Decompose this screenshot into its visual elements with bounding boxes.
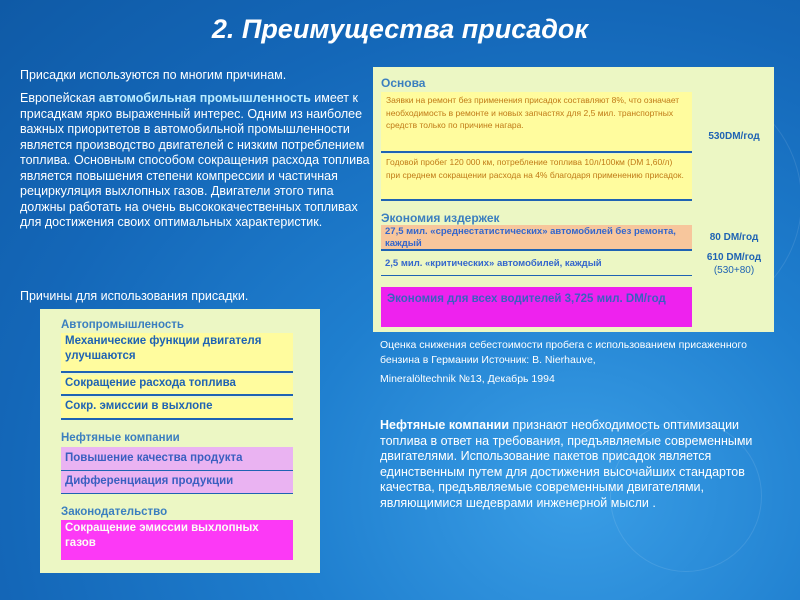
savings-row-1: 27,5 мил. «среднестатистических» автомобилей без ремонта, каждый xyxy=(381,225,692,251)
legislation-label: Законодательство xyxy=(61,506,168,518)
oil-companies-label: Нефтяные компании xyxy=(61,432,180,444)
basis-value: 530DM/год xyxy=(708,131,760,142)
industry-paragraph: Европейская автомобильная промышленность имеет к присадкам ярко выраженный интерес. Одним из наиболее важных приоритетов в автомобильной промышленности является производство двигателей с низким потреблением топлива. Основным способом сокращения расхода топлива является повышения степени компрессии и частичная рециркуляция выхлопных газов. Двигатели этого типа должны работать на очень высококачественных топливах для достижения своих оптимальных характеристик. xyxy=(20,91,370,229)
highlight-auto-industry: автомобильная промышленность xyxy=(98,91,311,105)
basis-row-2: Годовой пробег 120 000 км, потребление топлива 10л/100км (DM 1,60/л) при среднем сокращении расхода на 4% благодаря применению присадок. xyxy=(381,154,692,201)
total-savings: Экономия для всех водителей 3,725 мил. DM/год xyxy=(381,287,692,327)
oil-companies-highlight: Нефтяные компании xyxy=(380,418,510,432)
source-note: Оценка снижения себестоимости пробега с использованием присаженного бензина в Германии Источник: B. Nierhauve, Mineralöltechnik №13, Декабрь 1994 xyxy=(380,339,747,385)
auto-industry-label: Автопромышленость xyxy=(61,319,184,331)
auto-item-2: Сокращение расхода топлива xyxy=(61,375,293,396)
intro-text: Присадки используются по многим причинам. xyxy=(20,68,287,82)
page-title: 2. Преимущества присадок xyxy=(211,14,589,44)
basis-row-1: Заявки на ремонт без применения присадок составляют 8%, что означает необходимость в ремонте и новых запчастях для 2,5 мил. транспортных средств только по причине нагара. xyxy=(381,92,692,153)
auto-item-3: Сокр. эмиссии в выхлопе xyxy=(61,398,293,420)
oil-item-2: Дифференциация продукции xyxy=(61,471,293,494)
legislation-item: Сокращение эмиссии выхлопных газов xyxy=(61,520,293,560)
oil-item-1: Повышение качества продукта xyxy=(61,447,293,471)
savings-value-1: 80 DM/год xyxy=(709,232,759,243)
savings-value-2: 610 DM/год xyxy=(706,252,762,263)
auto-item-1: Механические функции двигателя улучшаются xyxy=(61,333,293,373)
savings-value-2-note: (530+80) xyxy=(713,265,755,276)
reasons-label: Причины для использования присадки. xyxy=(20,289,249,303)
basis-label: Основа xyxy=(381,76,426,90)
savings-label: Экономия издержек xyxy=(381,211,500,225)
savings-row-2: 2,5 мил. «критических» автомобилей, каждый xyxy=(381,254,692,276)
oil-companies-paragraph: Нефтяные компании признают необходимость оптимизации топлива в ответ на требования, предъявляемые современными двигателями. Использование пакетов присадок является единственным путем для достижения высочайших стандартов качества, предъявляемые современными двигателями, являющимися шедеврами инженерной мысли . xyxy=(380,418,753,510)
